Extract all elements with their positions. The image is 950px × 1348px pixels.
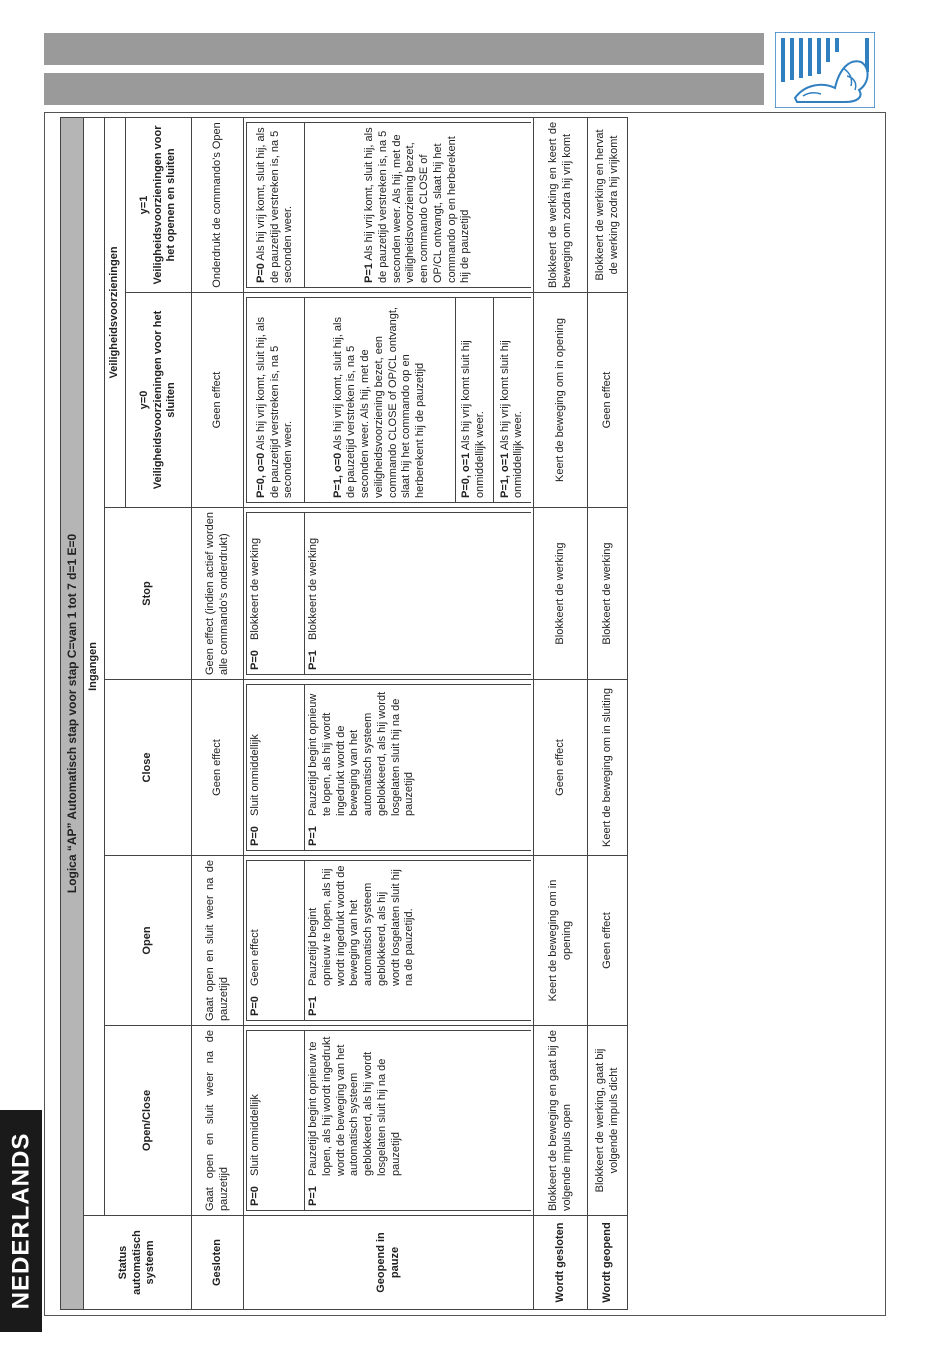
veiligheid-header: Veiligheidsvoorzieningen — [105, 117, 126, 507]
p-key: P=0 — [249, 826, 261, 846]
header-bar-bottom — [44, 73, 764, 105]
cell-gesloten-open: Gaat open en sluit weer na de pauzetijd — [192, 856, 244, 1026]
cell-gesloten-v1: Onderdrukt de commando’s Open — [192, 117, 244, 292]
col-stop: Stop — [105, 508, 192, 680]
col-v0-top: y=0 — [137, 390, 150, 410]
col-v0 — [126, 293, 192, 508]
table-title: Logica “AP” Automatisch stap voor stap C=van 1 tot 7 d=1 E=0 — [61, 117, 84, 1309]
cell-wo-openclose: Blokkeert de werking, gaat bij volgende impuls dicht — [588, 1026, 628, 1216]
table-row — [588, 117, 628, 1309]
p-key: P=1, o=0 — [331, 452, 344, 498]
cell-text: Pauzetijd begint opnieuw te lopen, als hij wordt ingedrukt wordt de beweging van het automatisch systeem geblokkeerd, als hij wordt losgelaten sluit hij na de pauzetijd — [307, 691, 416, 816]
p-key: P=0 — [254, 263, 267, 283]
p-key: P=0, o=0 — [254, 452, 267, 498]
cell-text: Blokkeert de werking — [249, 537, 261, 640]
p-key: P=1 — [307, 1186, 319, 1206]
cell-wg-v0: Keert de beweging om in opening — [534, 293, 588, 508]
cell-text: Als hij vrij komt sluit hij onmiddellijk weer. — [498, 340, 525, 498]
table-row — [192, 117, 244, 1309]
cell-pauze-stop — [244, 508, 534, 680]
status-header: Status automatisch systeem — [84, 1216, 192, 1310]
row-wordt-gesloten-label: Wordt gesloten — [534, 1216, 588, 1310]
p-key: P=0 — [249, 996, 261, 1016]
cell-wg-openclose: Blokkeert de beweging en gaat bij de volgende impuls open — [534, 1026, 588, 1216]
cell-wg-stop: Blokkeert de werking — [534, 508, 588, 680]
p-key: P=1 — [307, 996, 319, 1016]
cell-pauze-v0 — [244, 293, 534, 508]
cell-text: Als hij vrij komt sluit hij onmiddellijk weer. — [460, 340, 486, 498]
cell-text: Als hij vrij komt, sluit hij, als de pauzetijd verstreken is, na 5 seconden weer. — [254, 317, 295, 498]
cell-gesloten-openclose: Gaat open en sluit weer na de pauzetijd — [192, 1026, 244, 1216]
p-key: P=1 — [307, 826, 319, 846]
cell-wo-v0: Geen effect — [588, 293, 628, 508]
table-row — [534, 117, 588, 1309]
lion-logo-icon — [775, 32, 875, 108]
cell-text: Als hij vrij komt, sluit hij, als de pauzetijd verstreken is, na 5 seconden weer. Als hij, met de veiligheidsvoorziening bezet, een commando CLOSE of OP/CL ontvangt, slaat hij het commando op en herberekent hij de pauzetijd — [331, 307, 427, 498]
col-v1 — [126, 117, 192, 292]
col-openclose: Open/Close — [105, 1026, 192, 1216]
col-close: Close — [105, 680, 192, 856]
cell-gesloten-close: Geen effect — [192, 680, 244, 856]
col-v1-bottom: Veiligheidsvoorzieningen voor het openen en sluiten — [151, 125, 178, 285]
cell-pauze-openclose — [244, 1026, 534, 1216]
cell-wo-open: Geen effect — [588, 856, 628, 1026]
p-key: P=0 — [249, 650, 261, 670]
cell-text: Pauzetijd begint opnieuw te lopen, als hij wordt ingedrukt wordt de beweging van het automatisch systeem geblokkeerd, als hij wordt losgelaten sluit hij na de pauzetijd — [307, 1036, 402, 1176]
header-bar-top — [44, 33, 764, 65]
language-tab — [0, 1110, 42, 1332]
p-key: P=0, o=1 — [460, 452, 473, 498]
cell-text: Als hij vrij komt, sluit hij, als de pauzetijd verstreken is, na 5 seconden weer. Als hij, met de veiligheidsvoorziening bezet, een commando CLOSE of OP/CL ontvangt, slaat hij het commando op en herberekent hij de pauzetijd — [363, 127, 472, 283]
p-key: P=1, o=1 — [498, 452, 511, 498]
cell-text: Sluit onmiddellijk — [249, 734, 261, 816]
cell-wo-close: Keert de beweging om in sluiting — [588, 680, 628, 856]
logic-table-rotated — [60, 118, 622, 1310]
cell-text: Geen effect — [249, 929, 261, 986]
cell-gesloten-stop: Geen effect (indien actief worden alle commando’s onderdrukt) — [192, 508, 244, 680]
logic-table — [60, 117, 628, 1310]
cell-wg-v1: Blokkeert de werking en keert de beweging om zodra hij vrij komt — [534, 117, 588, 292]
cell-text: Blokkeert de werking — [307, 537, 319, 640]
col-open: Open — [105, 856, 192, 1026]
row-gesloten-label: Gesloten — [192, 1216, 244, 1310]
row-wordt-geopend-label: Wordt geopend — [588, 1216, 628, 1310]
cell-pauze-open — [244, 856, 534, 1026]
ingangen-header: Ingangen — [84, 117, 105, 1215]
cell-text: Als hij vrij komt, sluit hij, als de pauzetijd verstreken is, na 5 seconden weer. — [254, 127, 295, 283]
col-v0-bottom: Veiligheidsvoorzieningen voor het sluiten — [151, 310, 178, 490]
cell-pauze-v1 — [244, 117, 534, 292]
p-key: P=0 — [249, 1186, 261, 1206]
table-row — [244, 117, 534, 1309]
p-key: P=1 — [307, 650, 319, 670]
cell-wg-close: Geen effect — [534, 680, 588, 856]
cell-text: Pauzetijd begint opnieuw te lopen, als hij wordt ingedrukt wordt de beweging van het automatisch systeem geblokkeerd, als hij wordt losgelaten sluit hij na de pauzetijd. — [307, 865, 416, 986]
col-v1-top: y=1 — [137, 195, 150, 215]
cell-wo-stop: Blokkeert de werking — [588, 508, 628, 680]
language-label: NEDERLANDS — [7, 1132, 34, 1310]
p-key: P=1 — [363, 263, 375, 283]
cell-wo-v1: Blokkeert de werking en hervat de werking zodra hij vrijkomt — [588, 117, 628, 292]
cell-wg-open: Keert de beweging om in opening — [534, 856, 588, 1026]
cell-pauze-close — [244, 680, 534, 856]
row-pauze-label: Geopend in pauze — [244, 1216, 534, 1310]
cell-gesloten-v0: Geen effect — [192, 293, 244, 508]
cell-text: Sluit onmiddellijk — [249, 1094, 261, 1176]
